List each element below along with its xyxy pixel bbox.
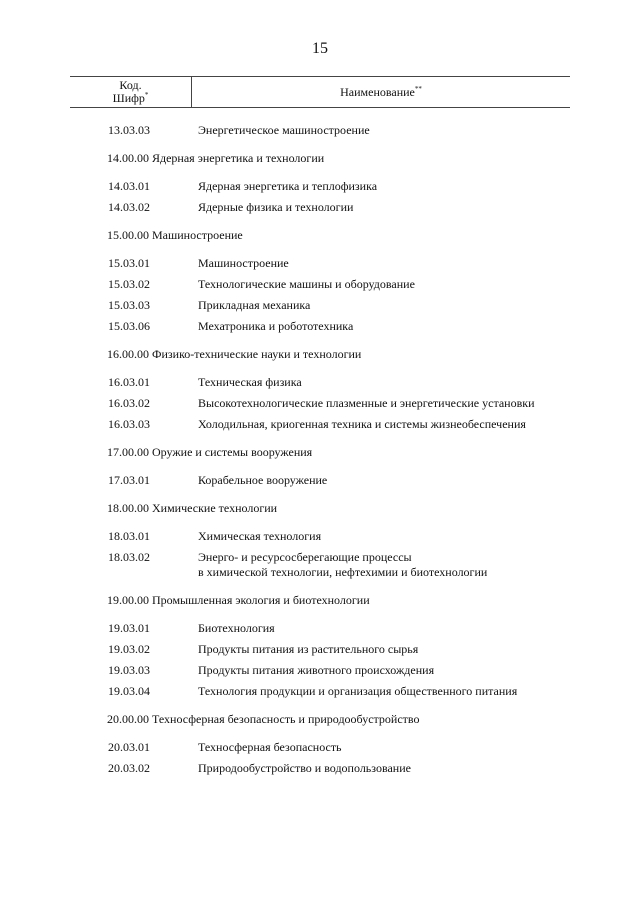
header-cipher-label: Шифр* [112, 91, 149, 105]
item-name-continuation: в химической технологии, нефтехимии и биотехнологии [198, 565, 488, 579]
item-name: Машиностроение [198, 256, 289, 270]
item-code: 20.03.01 [108, 740, 150, 754]
item-code: 19.03.02 [108, 642, 150, 656]
item-code: 15.03.02 [108, 277, 150, 291]
list-item [0, 375, 640, 390]
item-name: Технология продукции и организация общественного питания [198, 684, 518, 698]
item-name: Мехатроника и робототехника [198, 319, 354, 333]
group-heading: 20.00.00 Техносферная безопасность и природообустройство [107, 712, 420, 726]
list-item [0, 642, 640, 657]
group-heading: 19.00.00 Промышленная экология и биотехнологии [107, 593, 370, 607]
list-item [0, 277, 640, 292]
group-heading: 18.00.00 Химические технологии [107, 501, 278, 515]
list-item [0, 256, 640, 271]
item-name: Продукты питания животного происхождения [198, 663, 435, 677]
item-name: Химическая технология [198, 529, 322, 543]
list-item [0, 550, 640, 580]
group-heading: 14.00.00 Ядерная энергетика и технологии [107, 151, 325, 165]
list-item [0, 319, 640, 334]
item-code: 19.03.04 [108, 684, 150, 698]
page-number: 15 [312, 40, 328, 57]
item-code: 15.03.06 [108, 319, 150, 333]
item-code: 18.03.01 [108, 529, 150, 543]
header-name-label: Наименование [340, 85, 415, 99]
item-name: Продукты питания из растительного сырья [198, 642, 419, 656]
item-code: 16.03.01 [108, 375, 150, 389]
item-name: Корабельное вооружение [198, 473, 328, 487]
item-name: Энерго- и ресурсосберегающие процессы [198, 550, 412, 564]
group-heading: 17.00.00 Оружие и системы вооружения [107, 445, 313, 459]
item-code: 15.03.03 [108, 298, 150, 312]
list-item [0, 684, 640, 699]
group-heading: 16.00.00 Физико-технические науки и технологии [107, 347, 362, 361]
list-item [0, 761, 640, 776]
item-code: 18.03.02 [108, 550, 150, 564]
item-name: Техническая физика [198, 375, 302, 389]
item-name: Природообустройство и водопользование [198, 761, 411, 775]
item-name: Техносферная безопасность [198, 740, 342, 754]
list-item [0, 663, 640, 678]
list-item [0, 179, 640, 194]
list-item [0, 740, 640, 755]
item-name: Биотехнология [198, 621, 275, 635]
item-code: 15.03.01 [108, 256, 150, 270]
list-item [0, 396, 640, 411]
item-code: 19.03.01 [108, 621, 150, 635]
header-code-label: Код. [119, 78, 142, 92]
list-item [0, 123, 640, 138]
item-name: Высокотехнологические плазменные и энергетические установки [198, 396, 535, 410]
item-code: 20.03.02 [108, 761, 150, 775]
item-code: 17.03.01 [108, 473, 150, 487]
item-code: 19.03.03 [108, 663, 150, 677]
item-code: 13.03.03 [108, 123, 150, 137]
item-code: 16.03.03 [108, 417, 150, 431]
item-name: Технологические машины и оборудование [198, 277, 415, 291]
group-heading: 15.00.00 Машиностроение [107, 228, 243, 242]
item-name: Прикладная механика [198, 298, 311, 312]
header-cipher-footnote: * [144, 91, 149, 99]
item-name: Ядерные физика и технологии [198, 200, 354, 214]
list-item [0, 417, 640, 432]
item-name: Холодильная, криогенная техника и системы жизнеобеспечения [198, 417, 526, 431]
list-item [0, 621, 640, 636]
list-item [0, 200, 640, 215]
item-code: 16.03.02 [108, 396, 150, 410]
header-name-footnote: ** [414, 85, 422, 93]
item-name: Энергетическое машиностроение [198, 123, 370, 137]
item-code: 14.03.01 [108, 179, 150, 193]
item-code: 14.03.02 [108, 200, 150, 214]
list-item [0, 529, 640, 544]
item-name: Ядерная энергетика и теплофизика [198, 179, 378, 193]
list-item [0, 473, 640, 488]
list-item [0, 298, 640, 313]
